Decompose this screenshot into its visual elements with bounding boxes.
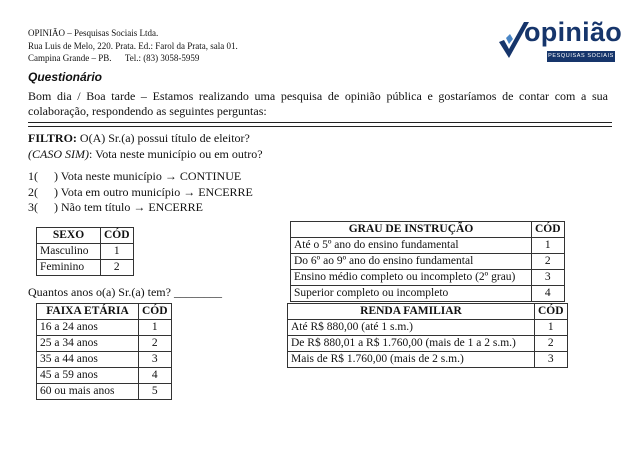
filter-followup-text: : Vota neste município ou em outro?: [88, 147, 263, 161]
table-row: [288, 352, 568, 368]
option-number: 2(: [28, 184, 38, 199]
table-row: [37, 260, 134, 276]
table-row: [37, 336, 172, 352]
table-cell: 60 ou mais anos: [37, 384, 139, 400]
table-row: [291, 286, 565, 302]
table-header-row: [288, 304, 568, 320]
table-header-row: [37, 228, 134, 244]
table-cell: 2: [101, 260, 134, 276]
table-header-row: [291, 222, 565, 238]
company-address: Rua Luis de Melo, 220. Prata. Ed.: Farol da Prata, sala 01.: [28, 40, 238, 51]
table-cell: De R$ 880,01 a R$ 1.760,00 (mais de 1 a 2 s.m.): [288, 336, 535, 352]
option-number: 3(: [28, 200, 38, 214]
table-cell: 25 a 34 anos: [37, 336, 139, 352]
logo-word: opinião: [524, 17, 623, 47]
table-header-row: [37, 304, 172, 320]
filter-question-text: O(A) Sr.(a) possui título de eleitor?: [76, 131, 250, 145]
table-cell: 1: [532, 238, 565, 254]
table-row: [37, 352, 172, 368]
column-header: CÓD: [532, 222, 565, 238]
table-cell: Masculino: [37, 244, 101, 260]
option-text: ) Vota neste município → CONTINUE: [54, 169, 242, 183]
table-cell: 45 a 59 anos: [37, 368, 139, 384]
divider: [28, 126, 612, 127]
table-cell: 35 a 44 anos: [37, 352, 139, 368]
table-cell: 1: [535, 320, 568, 336]
filter-followup: [28, 146, 263, 162]
age-question: Quantos anos o(a) Sr.(a) tem? ________: [28, 285, 222, 299]
option-text: ) Vota em outro município → ENCERRE: [54, 184, 253, 199]
table-cell: 2: [139, 336, 172, 352]
option-2: [28, 185, 253, 201]
table-cell: 1: [139, 320, 172, 336]
table-cell: 1: [101, 244, 134, 260]
column-header: FAIXA ETÁRIA: [37, 304, 139, 320]
option-1: [28, 169, 241, 185]
table-row: [288, 320, 568, 336]
table-cell: 3: [532, 270, 565, 286]
table-cell: 5: [139, 384, 172, 400]
option-number: 1(: [28, 169, 38, 183]
table-cell: Até o 5º ano do ensino fundamental: [291, 238, 532, 254]
filter-label: FILTRO:: [28, 131, 77, 145]
table-row: [288, 336, 568, 352]
table-row: [37, 320, 172, 336]
company-name: OPINIÃO – Pesquisas Sociais Ltda.: [28, 28, 159, 38]
table-row: [37, 368, 172, 384]
column-header: GRAU DE INSTRUÇÃO: [291, 222, 532, 238]
table-row: [37, 384, 172, 400]
table-cell: 16 a 24 anos: [37, 320, 139, 336]
column-header: CÓD: [139, 304, 172, 320]
table-row: [37, 244, 134, 260]
intro-text: Bom dia / Boa tarde – Estamos realizando uma pesquisa de opinião pública e gostaríamos de contar com a sua colaboração, respondendo as seguintes perguntas:: [28, 89, 608, 118]
table-cell: Mais de R$ 1.760,00 (mais de 2 s.m.): [288, 352, 535, 368]
option-text: ) Não tem título → ENCERRE: [54, 200, 203, 214]
table-cell: Superior completo ou incompleto: [291, 286, 532, 302]
column-header: CÓD: [101, 228, 134, 244]
table-cell: 2: [535, 336, 568, 352]
column-header: RENDA FAMILIAR: [288, 304, 535, 320]
divider: [28, 122, 612, 123]
page-title: Questionário: [28, 70, 103, 84]
table-cell: Ensino médio completo ou incompleto (2º grau): [291, 270, 532, 286]
table-cell: 4: [532, 286, 565, 302]
logo-tagline: PESQUISAS SOCIAIS LTDA.: [548, 53, 614, 70]
table-cell: Feminino: [37, 260, 101, 276]
company-header: [28, 27, 238, 65]
table-cell: 3: [535, 352, 568, 368]
table-cell: Até R$ 880,00 (até 1 s.m.): [288, 320, 535, 336]
grau-instrucao-table: [290, 221, 565, 302]
faixa-etaria-table: [36, 303, 172, 400]
table-cell: 3: [139, 352, 172, 368]
table-row: [291, 238, 565, 254]
table-row: [291, 270, 565, 286]
table-cell: 2: [532, 254, 565, 270]
table-cell: Do 6º ao 9º ano do ensino fundamental: [291, 254, 532, 270]
column-header: SEXO: [37, 228, 101, 244]
filter-question: [28, 130, 250, 146]
company-city-phone: Campina Grande – PB. Tel.: (83) 3058-5959: [28, 53, 200, 63]
filter-case: (CASO SIM): [28, 147, 89, 161]
column-header: CÓD: [535, 304, 568, 320]
table-cell: 4: [139, 368, 172, 384]
table-row: [291, 254, 565, 270]
option-3: [28, 200, 203, 216]
renda-familiar-table: [287, 303, 568, 368]
opiniao-logo: [497, 17, 623, 70]
sexo-table: [36, 227, 134, 276]
